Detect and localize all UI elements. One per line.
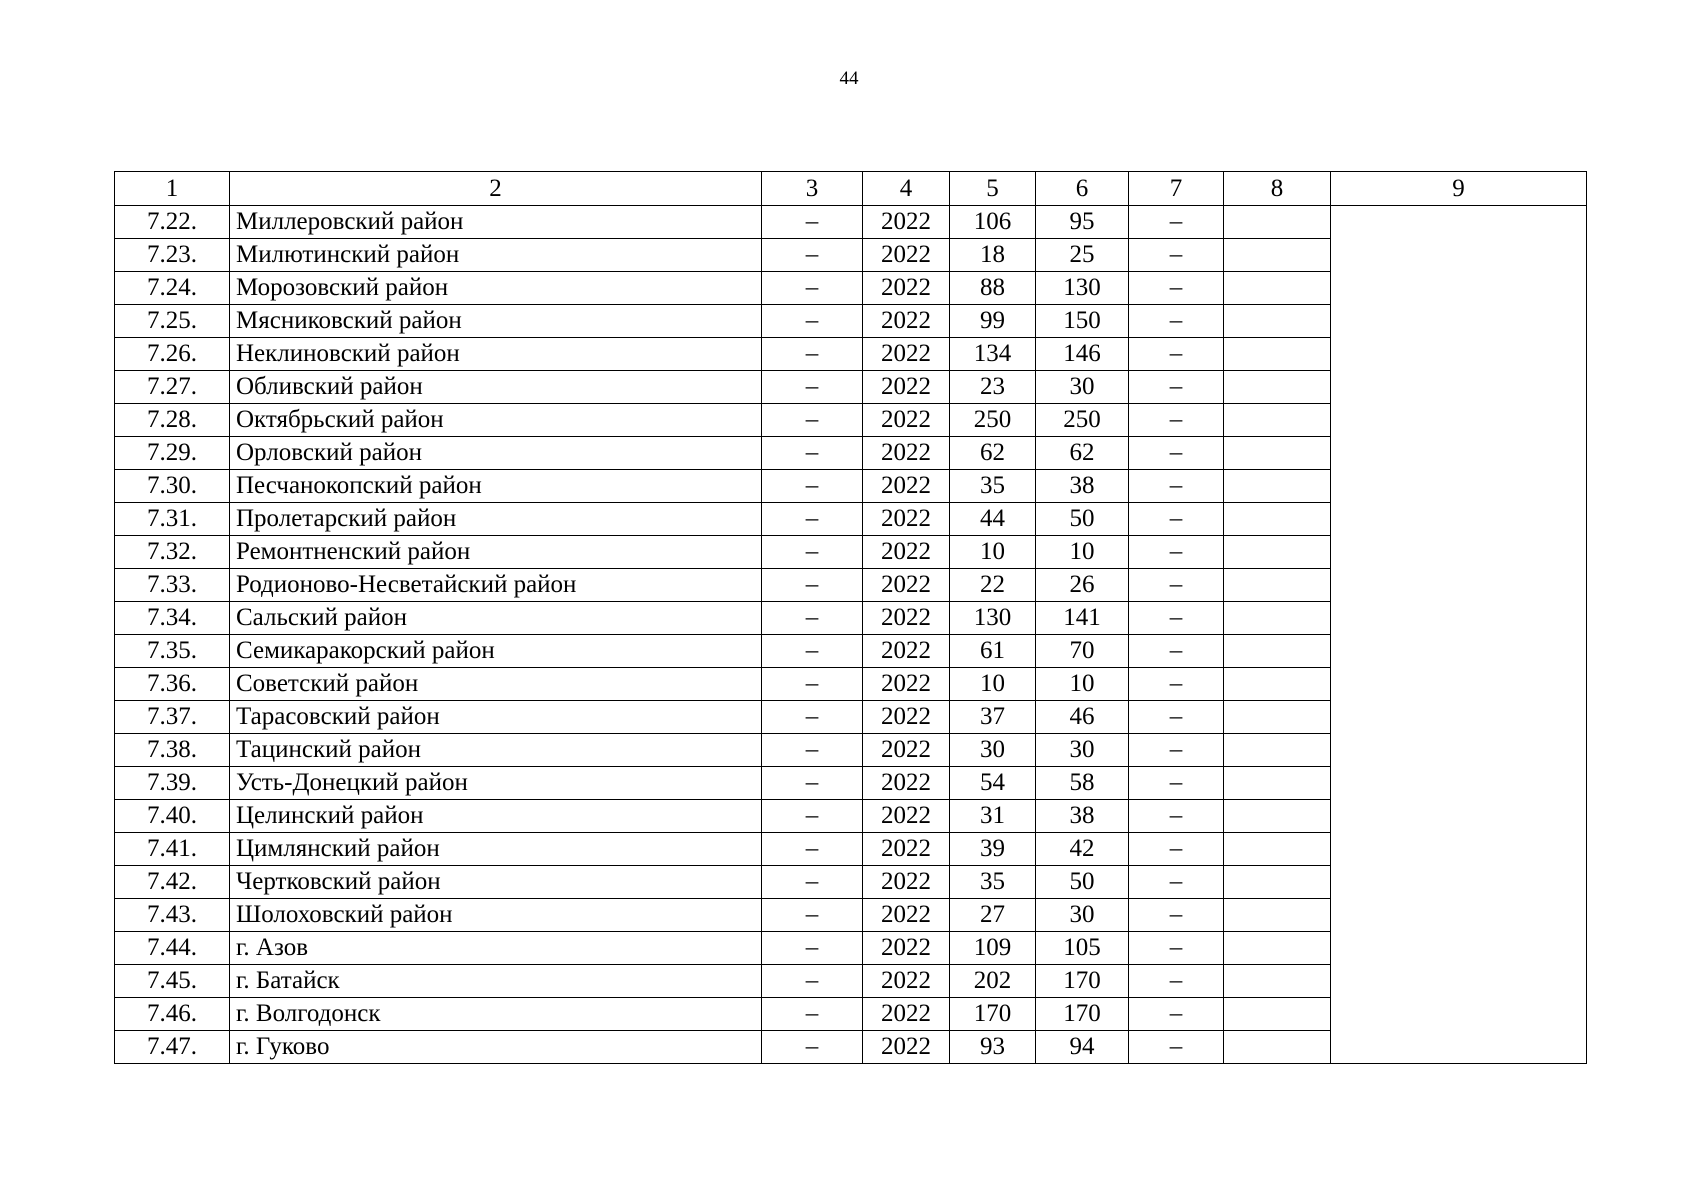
col8-cell bbox=[1224, 536, 1331, 569]
district-name-cell: Шолоховский район bbox=[230, 899, 762, 932]
col7-cell: – bbox=[1129, 767, 1224, 800]
district-name-cell: г. Волгодонск bbox=[230, 998, 762, 1031]
year-cell: 2022 bbox=[863, 734, 950, 767]
col8-cell bbox=[1224, 998, 1331, 1031]
col7-cell: – bbox=[1129, 701, 1224, 734]
col3-cell: – bbox=[762, 899, 863, 932]
col6-value-cell: 46 bbox=[1036, 701, 1129, 734]
column-header-4: 4 bbox=[863, 172, 950, 206]
district-name-cell: Целинский район bbox=[230, 800, 762, 833]
col8-cell bbox=[1224, 932, 1331, 965]
col5-value-cell: 10 bbox=[950, 536, 1036, 569]
district-name-cell: Морозовский район bbox=[230, 272, 762, 305]
col7-cell: – bbox=[1129, 866, 1224, 899]
col6-value-cell: 38 bbox=[1036, 800, 1129, 833]
year-cell: 2022 bbox=[863, 404, 950, 437]
col5-value-cell: 39 bbox=[950, 833, 1036, 866]
row-number-cell: 7.28. bbox=[115, 404, 230, 437]
col6-value-cell: 170 bbox=[1036, 998, 1129, 1031]
col7-cell: – bbox=[1129, 833, 1224, 866]
col5-value-cell: 31 bbox=[950, 800, 1036, 833]
col3-cell: – bbox=[762, 965, 863, 998]
row-number-cell: 7.34. bbox=[115, 602, 230, 635]
year-cell: 2022 bbox=[863, 635, 950, 668]
district-name-cell: Милютинский район bbox=[230, 239, 762, 272]
col5-value-cell: 54 bbox=[950, 767, 1036, 800]
col6-value-cell: 50 bbox=[1036, 503, 1129, 536]
row-number-cell: 7.37. bbox=[115, 701, 230, 734]
col5-value-cell: 61 bbox=[950, 635, 1036, 668]
district-name-cell: Октябрьский район bbox=[230, 404, 762, 437]
district-name-cell: Усть-Донецкий район bbox=[230, 767, 762, 800]
col7-cell: – bbox=[1129, 899, 1224, 932]
district-name-cell: Родионово-Несветайский район bbox=[230, 569, 762, 602]
col6-value-cell: 170 bbox=[1036, 965, 1129, 998]
col7-cell: – bbox=[1129, 470, 1224, 503]
col3-cell: – bbox=[762, 701, 863, 734]
col3-cell: – bbox=[762, 635, 863, 668]
col3-cell: – bbox=[762, 569, 863, 602]
column-header-9: 9 bbox=[1331, 172, 1587, 206]
col7-cell: – bbox=[1129, 800, 1224, 833]
year-cell: 2022 bbox=[863, 272, 950, 305]
col6-value-cell: 30 bbox=[1036, 371, 1129, 404]
col3-cell: – bbox=[762, 932, 863, 965]
district-name-cell: Мясниковский район bbox=[230, 305, 762, 338]
row-number-cell: 7.40. bbox=[115, 800, 230, 833]
col6-value-cell: 130 bbox=[1036, 272, 1129, 305]
col5-value-cell: 130 bbox=[950, 602, 1036, 635]
district-name-cell: Орловский район bbox=[230, 437, 762, 470]
col7-cell: – bbox=[1129, 305, 1224, 338]
col6-value-cell: 150 bbox=[1036, 305, 1129, 338]
year-cell: 2022 bbox=[863, 305, 950, 338]
year-cell: 2022 bbox=[863, 800, 950, 833]
row-number-cell: 7.45. bbox=[115, 965, 230, 998]
col3-cell: – bbox=[762, 371, 863, 404]
year-cell: 2022 bbox=[863, 899, 950, 932]
row-number-cell: 7.43. bbox=[115, 899, 230, 932]
col5-value-cell: 62 bbox=[950, 437, 1036, 470]
year-cell: 2022 bbox=[863, 998, 950, 1031]
table-header-row bbox=[115, 172, 1587, 206]
col8-cell bbox=[1224, 701, 1331, 734]
district-name-cell: Чертковский район bbox=[230, 866, 762, 899]
col3-cell: – bbox=[762, 767, 863, 800]
col5-value-cell: 18 bbox=[950, 239, 1036, 272]
year-cell: 2022 bbox=[863, 965, 950, 998]
col6-value-cell: 26 bbox=[1036, 569, 1129, 602]
col8-cell bbox=[1224, 1031, 1331, 1064]
col7-cell: – bbox=[1129, 602, 1224, 635]
row-number-cell: 7.44. bbox=[115, 932, 230, 965]
data-table bbox=[114, 171, 1587, 1064]
column-header-7: 7 bbox=[1129, 172, 1224, 206]
year-cell: 2022 bbox=[863, 833, 950, 866]
col8-cell bbox=[1224, 239, 1331, 272]
column-header-3: 3 bbox=[762, 172, 863, 206]
col6-value-cell: 10 bbox=[1036, 536, 1129, 569]
col5-value-cell: 134 bbox=[950, 338, 1036, 371]
row-number-cell: 7.41. bbox=[115, 833, 230, 866]
year-cell: 2022 bbox=[863, 1031, 950, 1064]
col7-cell: – bbox=[1129, 404, 1224, 437]
col5-value-cell: 35 bbox=[950, 470, 1036, 503]
district-name-cell: Цимлянский район bbox=[230, 833, 762, 866]
col8-cell bbox=[1224, 338, 1331, 371]
col7-cell: – bbox=[1129, 932, 1224, 965]
col8-cell bbox=[1224, 833, 1331, 866]
district-name-cell: Семикаракорский район bbox=[230, 635, 762, 668]
year-cell: 2022 bbox=[863, 239, 950, 272]
col8-cell bbox=[1224, 404, 1331, 437]
col3-cell: – bbox=[762, 272, 863, 305]
col3-cell: – bbox=[762, 404, 863, 437]
col3-cell: – bbox=[762, 833, 863, 866]
district-name-cell: Обливский район bbox=[230, 371, 762, 404]
col5-value-cell: 27 bbox=[950, 899, 1036, 932]
col6-value-cell: 30 bbox=[1036, 734, 1129, 767]
row-number-cell: 7.26. bbox=[115, 338, 230, 371]
column-header-8: 8 bbox=[1224, 172, 1331, 206]
col5-value-cell: 93 bbox=[950, 1031, 1036, 1064]
col3-cell: – bbox=[762, 998, 863, 1031]
district-name-cell: Ремонтненский район bbox=[230, 536, 762, 569]
col3-cell: – bbox=[762, 668, 863, 701]
year-cell: 2022 bbox=[863, 338, 950, 371]
col6-value-cell: 146 bbox=[1036, 338, 1129, 371]
col5-value-cell: 10 bbox=[950, 668, 1036, 701]
col3-cell: – bbox=[762, 866, 863, 899]
year-cell: 2022 bbox=[863, 602, 950, 635]
year-cell: 2022 bbox=[863, 569, 950, 602]
year-cell: 2022 bbox=[863, 767, 950, 800]
year-cell: 2022 bbox=[863, 866, 950, 899]
row-number-cell: 7.29. bbox=[115, 437, 230, 470]
row-number-cell: 7.42. bbox=[115, 866, 230, 899]
col7-cell: – bbox=[1129, 635, 1224, 668]
col3-cell: – bbox=[762, 800, 863, 833]
year-cell: 2022 bbox=[863, 503, 950, 536]
col8-cell bbox=[1224, 272, 1331, 305]
col7-cell: – bbox=[1129, 1031, 1224, 1064]
col8-cell bbox=[1224, 437, 1331, 470]
col3-cell: – bbox=[762, 239, 863, 272]
col7-cell: – bbox=[1129, 371, 1224, 404]
col8-cell bbox=[1224, 668, 1331, 701]
col3-cell: – bbox=[762, 503, 863, 536]
col6-value-cell: 105 bbox=[1036, 932, 1129, 965]
col3-cell: – bbox=[762, 536, 863, 569]
col6-value-cell: 141 bbox=[1036, 602, 1129, 635]
column-header-5: 5 bbox=[950, 172, 1036, 206]
col7-cell: – bbox=[1129, 965, 1224, 998]
col6-value-cell: 58 bbox=[1036, 767, 1129, 800]
district-name-cell: г. Гуково bbox=[230, 1031, 762, 1064]
col5-value-cell: 35 bbox=[950, 866, 1036, 899]
page-number: 44 bbox=[839, 68, 859, 89]
col5-value-cell: 44 bbox=[950, 503, 1036, 536]
row-number-cell: 7.46. bbox=[115, 998, 230, 1031]
col5-value-cell: 23 bbox=[950, 371, 1036, 404]
row-number-cell: 7.32. bbox=[115, 536, 230, 569]
col8-cell bbox=[1224, 800, 1331, 833]
col5-value-cell: 109 bbox=[950, 932, 1036, 965]
col7-cell: – bbox=[1129, 569, 1224, 602]
col8-cell bbox=[1224, 305, 1331, 338]
col5-value-cell: 88 bbox=[950, 272, 1036, 305]
col5-value-cell: 30 bbox=[950, 734, 1036, 767]
col5-value-cell: 250 bbox=[950, 404, 1036, 437]
col8-cell bbox=[1224, 635, 1331, 668]
col8-cell bbox=[1224, 899, 1331, 932]
year-cell: 2022 bbox=[863, 437, 950, 470]
col5-value-cell: 170 bbox=[950, 998, 1036, 1031]
col5-value-cell: 22 bbox=[950, 569, 1036, 602]
district-name-cell: Неклиновский район bbox=[230, 338, 762, 371]
row-number-cell: 7.25. bbox=[115, 305, 230, 338]
col6-value-cell: 70 bbox=[1036, 635, 1129, 668]
col7-cell: – bbox=[1129, 998, 1224, 1031]
col3-cell: – bbox=[762, 437, 863, 470]
row-number-cell: 7.47. bbox=[115, 1031, 230, 1064]
col7-cell: – bbox=[1129, 338, 1224, 371]
column-header-1: 1 bbox=[115, 172, 230, 206]
column-header-6: 6 bbox=[1036, 172, 1129, 206]
col9-merged-cell bbox=[1331, 206, 1587, 1064]
col3-cell: – bbox=[762, 602, 863, 635]
year-cell: 2022 bbox=[863, 932, 950, 965]
row-number-cell: 7.35. bbox=[115, 635, 230, 668]
col6-value-cell: 50 bbox=[1036, 866, 1129, 899]
col5-value-cell: 106 bbox=[950, 206, 1036, 239]
year-cell: 2022 bbox=[863, 701, 950, 734]
district-name-cell: Советский район bbox=[230, 668, 762, 701]
row-number-cell: 7.22. bbox=[115, 206, 230, 239]
col6-value-cell: 25 bbox=[1036, 239, 1129, 272]
col5-value-cell: 99 bbox=[950, 305, 1036, 338]
col6-value-cell: 62 bbox=[1036, 437, 1129, 470]
col6-value-cell: 250 bbox=[1036, 404, 1129, 437]
district-name-cell: г. Азов bbox=[230, 932, 762, 965]
table-body bbox=[115, 206, 1587, 1064]
row-number-cell: 7.30. bbox=[115, 470, 230, 503]
col3-cell: – bbox=[762, 338, 863, 371]
col7-cell: – bbox=[1129, 503, 1224, 536]
district-name-cell: Сальский район bbox=[230, 602, 762, 635]
col8-cell bbox=[1224, 734, 1331, 767]
col8-cell bbox=[1224, 866, 1331, 899]
district-name-cell: г. Батайск bbox=[230, 965, 762, 998]
row-number-cell: 7.39. bbox=[115, 767, 230, 800]
col5-value-cell: 202 bbox=[950, 965, 1036, 998]
year-cell: 2022 bbox=[863, 668, 950, 701]
year-cell: 2022 bbox=[863, 470, 950, 503]
district-name-cell: Песчанокопский район bbox=[230, 470, 762, 503]
col7-cell: – bbox=[1129, 272, 1224, 305]
col8-cell bbox=[1224, 206, 1331, 239]
col8-cell bbox=[1224, 371, 1331, 404]
col7-cell: – bbox=[1129, 239, 1224, 272]
col3-cell: – bbox=[762, 470, 863, 503]
col6-value-cell: 94 bbox=[1036, 1031, 1129, 1064]
col6-value-cell: 42 bbox=[1036, 833, 1129, 866]
col3-cell: – bbox=[762, 734, 863, 767]
col8-cell bbox=[1224, 503, 1331, 536]
row-number-cell: 7.27. bbox=[115, 371, 230, 404]
year-cell: 2022 bbox=[863, 371, 950, 404]
row-number-cell: 7.23. bbox=[115, 239, 230, 272]
col8-cell bbox=[1224, 470, 1331, 503]
row-number-cell: 7.24. bbox=[115, 272, 230, 305]
col6-value-cell: 38 bbox=[1036, 470, 1129, 503]
col3-cell: – bbox=[762, 305, 863, 338]
district-name-cell: Пролетарский район bbox=[230, 503, 762, 536]
col3-cell: – bbox=[762, 1031, 863, 1064]
col6-value-cell: 95 bbox=[1036, 206, 1129, 239]
row-number-cell: 7.36. bbox=[115, 668, 230, 701]
col5-value-cell: 37 bbox=[950, 701, 1036, 734]
year-cell: 2022 bbox=[863, 206, 950, 239]
district-name-cell: Тацинский район bbox=[230, 734, 762, 767]
column-header-2: 2 bbox=[230, 172, 762, 206]
col6-value-cell: 30 bbox=[1036, 899, 1129, 932]
row-number-cell: 7.31. bbox=[115, 503, 230, 536]
col7-cell: – bbox=[1129, 536, 1224, 569]
col8-cell bbox=[1224, 767, 1331, 800]
col7-cell: – bbox=[1129, 668, 1224, 701]
row-number-cell: 7.33. bbox=[115, 569, 230, 602]
col7-cell: – bbox=[1129, 437, 1224, 470]
col3-cell: – bbox=[762, 206, 863, 239]
col7-cell: – bbox=[1129, 206, 1224, 239]
year-cell: 2022 bbox=[863, 536, 950, 569]
table-row bbox=[115, 206, 1587, 239]
col8-cell bbox=[1224, 602, 1331, 635]
col8-cell bbox=[1224, 965, 1331, 998]
col6-value-cell: 10 bbox=[1036, 668, 1129, 701]
col8-cell bbox=[1224, 569, 1331, 602]
col7-cell: – bbox=[1129, 734, 1224, 767]
row-number-cell: 7.38. bbox=[115, 734, 230, 767]
district-name-cell: Миллеровский район bbox=[230, 206, 762, 239]
district-name-cell: Тарасовский район bbox=[230, 701, 762, 734]
